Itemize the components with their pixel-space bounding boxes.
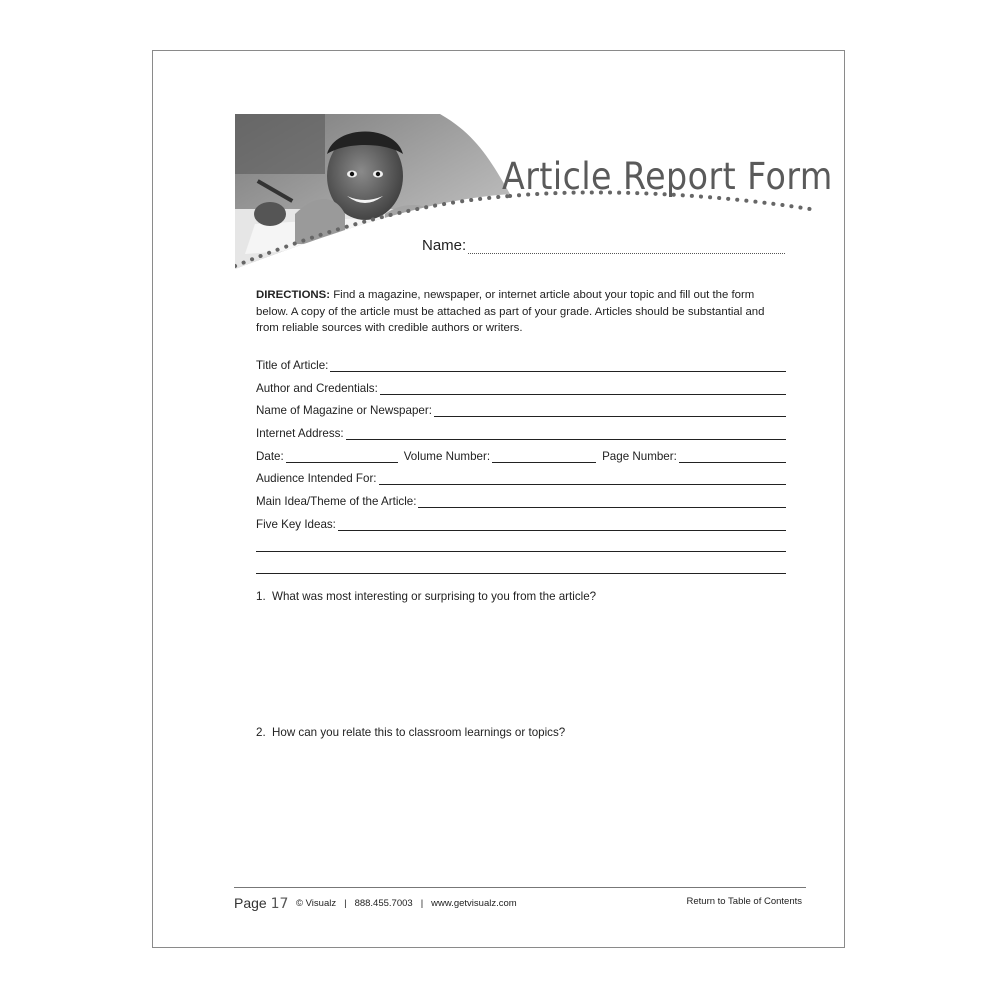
question-number: 2. <box>256 726 266 739</box>
volume-number-label: Volume Number: <box>403 450 491 463</box>
question-number: 1. <box>256 590 266 603</box>
magazine-name-field[interactable] <box>256 401 786 417</box>
phone-number: 888.455.7003 <box>354 898 413 909</box>
date-label: Date: <box>256 450 284 463</box>
separator: | <box>420 898 424 909</box>
field-input-line[interactable] <box>338 529 786 531</box>
field-input-line[interactable] <box>330 370 786 372</box>
separator: | <box>344 898 347 909</box>
page-number-input-line[interactable] <box>679 461 786 463</box>
question-text: What was most interesting or surprising to you from the article? <box>272 590 597 603</box>
directions-label: DIRECTIONS: <box>256 289 331 301</box>
directions-paragraph <box>256 287 786 337</box>
worksheet-page <box>152 50 845 948</box>
field-label: Five Key Ideas: <box>256 518 336 531</box>
author-credentials-field[interactable] <box>256 379 786 395</box>
field-label: Name of Magazine or Newspaper: <box>256 404 432 417</box>
page-title: Article Report Form <box>502 155 833 198</box>
internet-address-field[interactable] <box>256 424 786 440</box>
field-label: Internet Address: <box>256 427 344 440</box>
title-of-article-field[interactable] <box>256 356 786 372</box>
page-footer <box>234 895 806 915</box>
website-link[interactable]: www.getvisualz.com <box>431 898 517 909</box>
page-number-label: Page Number: <box>602 450 677 463</box>
field-input-line[interactable] <box>418 506 786 508</box>
name-input-line[interactable] <box>468 241 785 254</box>
question-2 <box>256 726 565 739</box>
field-label: Author and Credentials: <box>256 382 378 395</box>
key-ideas-blank-line[interactable] <box>256 551 786 552</box>
field-input-line[interactable] <box>346 438 786 440</box>
name-field[interactable] <box>422 236 785 254</box>
page-number: 17 <box>270 896 289 912</box>
field-label: Audience Intended For: <box>256 472 377 485</box>
field-label: Main Idea/Theme of the Article: <box>256 495 417 508</box>
date-input-line[interactable] <box>286 461 398 463</box>
footer-divider <box>234 887 806 888</box>
main-idea-field[interactable] <box>256 492 786 508</box>
date-volume-page-row <box>256 447 786 463</box>
directions-text: Find a magazine, newspaper, or internet article about your topic and fill out the form below. A copy of the article must be attached as part of your grade. Articles should be substantial and from reliable sources with credible authors or writers. <box>256 289 765 334</box>
volume-number-input-line[interactable] <box>492 461 596 463</box>
name-label: Name: <box>422 237 467 254</box>
page-label: Page <box>234 895 267 911</box>
publisher-info <box>296 898 517 909</box>
page-indicator <box>234 895 288 912</box>
audience-intended-field[interactable] <box>256 469 786 485</box>
field-input-line[interactable] <box>380 393 786 395</box>
question-1 <box>256 590 596 603</box>
return-to-toc-link[interactable]: Return to Table of Contents <box>686 896 802 907</box>
copyright-text: © Visualz <box>296 898 337 909</box>
question-text: How can you relate this to classroom learnings or topics? <box>272 726 566 739</box>
field-label: Title of Article: <box>256 359 329 372</box>
field-input-line[interactable] <box>434 415 786 417</box>
field-input-line[interactable] <box>379 483 786 485</box>
key-ideas-blank-line[interactable] <box>256 573 786 574</box>
five-key-ideas-field[interactable] <box>256 515 786 531</box>
